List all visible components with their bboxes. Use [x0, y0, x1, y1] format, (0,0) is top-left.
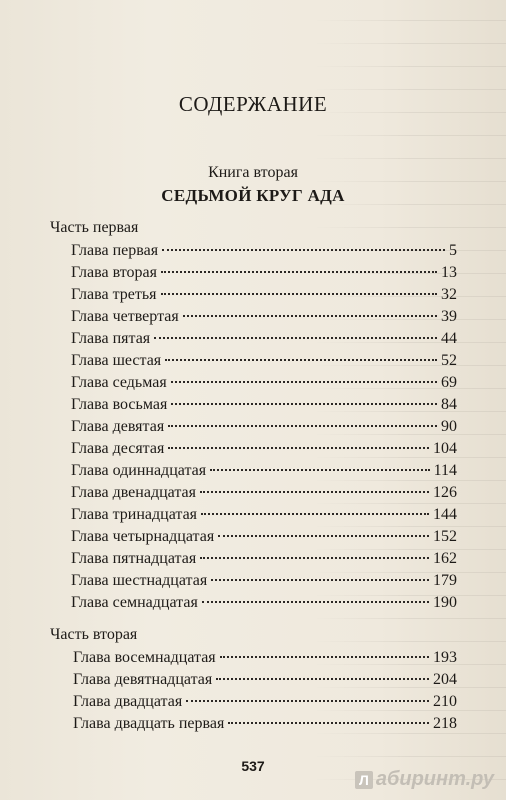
dot-leader	[168, 425, 437, 427]
labirint-watermark	[355, 768, 494, 791]
chapter-title: Глава седьмая	[71, 374, 167, 391]
chapter-page: 190	[433, 594, 457, 611]
toc-entry[interactable]	[73, 693, 457, 715]
chapter-title: Глава семнадцатая	[71, 594, 198, 611]
toc-entry[interactable]	[73, 649, 457, 671]
labirint-logo-icon: Л	[355, 771, 373, 789]
chapter-page: 52	[441, 352, 457, 369]
chapter-page: 44	[441, 330, 457, 347]
dot-leader	[210, 469, 430, 471]
part-label: Часть первая	[50, 219, 139, 236]
chapter-title: Глава четвертая	[71, 308, 179, 325]
page-number: 537	[241, 758, 265, 774]
dot-leader	[201, 513, 429, 515]
chapter-page: 5	[449, 242, 457, 259]
dot-leader	[154, 337, 437, 339]
chapter-page: 13	[441, 264, 457, 281]
toc-entry[interactable]	[71, 506, 457, 528]
toc-entry[interactable]	[71, 286, 457, 308]
part-label: Часть вторая	[50, 626, 138, 643]
chapter-title: Глава двенадцатая	[71, 484, 196, 501]
chapter-title: Глава вторая	[71, 264, 157, 281]
chapter-title: Глава пятнадцатая	[71, 550, 197, 567]
chapter-page: 32	[441, 286, 457, 303]
watermark-text: абиринт.ру	[375, 768, 494, 790]
dot-leader	[183, 315, 437, 317]
dot-leader	[200, 491, 429, 493]
chapter-title: Глава пятая	[71, 330, 151, 347]
toc-entry[interactable]	[71, 374, 457, 396]
toc-entry[interactable]	[71, 264, 457, 286]
chapter-title: Глава девятая	[71, 418, 165, 435]
toc-entry[interactable]	[71, 440, 457, 462]
toc-entry[interactable]	[71, 242, 457, 264]
chapter-page: 84	[441, 396, 457, 413]
dot-leader	[161, 271, 437, 273]
chapter-title: Глава девятнадцатая	[73, 671, 213, 688]
chapter-title: Глава двадцатая	[73, 693, 183, 710]
toc-entry[interactable]	[71, 528, 457, 550]
dot-leader	[161, 293, 437, 295]
chapter-title: Глава восемнадцатая	[73, 649, 216, 666]
dot-leader	[200, 557, 429, 559]
chapter-page: 90	[441, 418, 457, 435]
dot-leader	[220, 656, 429, 658]
toc-entry[interactable]	[71, 352, 457, 374]
dot-leader	[228, 722, 429, 724]
dot-leader	[211, 579, 429, 581]
toc-entry[interactable]	[71, 308, 457, 330]
chapter-page: 126	[433, 484, 457, 501]
toc-entry[interactable]	[71, 572, 457, 594]
chapter-page: 218	[433, 715, 457, 732]
contents-heading: СОДЕРЖАНИЕ	[178, 92, 328, 116]
chapter-page: 104	[433, 440, 457, 457]
chapter-title: Глава шестая	[71, 352, 162, 369]
toc-entry[interactable]	[71, 484, 457, 506]
chapter-title: Глава первая	[71, 242, 159, 259]
chapter-title: Глава третья	[71, 286, 157, 303]
chapter-page: 210	[433, 693, 457, 710]
book-title: СЕДЬМОЙ КРУГ АДА	[161, 186, 345, 205]
chapter-title: Глава тринадцатая	[71, 506, 198, 523]
toc-entry[interactable]	[71, 330, 457, 352]
chapter-title: Глава четырнадцатая	[71, 528, 215, 545]
chapter-page: 144	[433, 506, 457, 523]
toc-entry[interactable]	[73, 715, 457, 737]
dot-leader	[162, 249, 445, 251]
chapter-page: 179	[433, 572, 457, 589]
chapter-title: Глава шестнадцатая	[71, 572, 208, 589]
book-label: Книга вторая	[208, 164, 298, 181]
chapter-title: Глава одиннадцатая	[71, 462, 207, 479]
chapter-page: 114	[433, 462, 457, 479]
toc-entry[interactable]	[71, 418, 457, 440]
chapter-title: Глава восьмая	[71, 396, 168, 413]
chapter-page: 162	[433, 550, 457, 567]
chapter-page: 204	[433, 671, 457, 688]
toc-entry[interactable]	[73, 671, 457, 693]
dot-leader	[218, 535, 429, 537]
dot-leader	[168, 447, 429, 449]
chapter-title: Глава двадцать первая	[73, 715, 225, 732]
toc-entry[interactable]	[71, 550, 457, 572]
toc-entry[interactable]	[71, 396, 457, 418]
dot-leader	[165, 359, 437, 361]
dot-leader	[171, 403, 437, 405]
toc-entry[interactable]	[71, 462, 457, 484]
dot-leader	[202, 601, 429, 603]
chapter-page: 69	[441, 374, 457, 391]
dot-leader	[171, 381, 437, 383]
toc-entry[interactable]	[71, 594, 457, 616]
chapter-title: Глава десятая	[71, 440, 165, 457]
dot-leader	[216, 678, 429, 680]
dot-leader	[186, 700, 429, 702]
chapter-page: 152	[433, 528, 457, 545]
chapter-page: 39	[441, 308, 457, 325]
chapter-page: 193	[433, 649, 457, 666]
